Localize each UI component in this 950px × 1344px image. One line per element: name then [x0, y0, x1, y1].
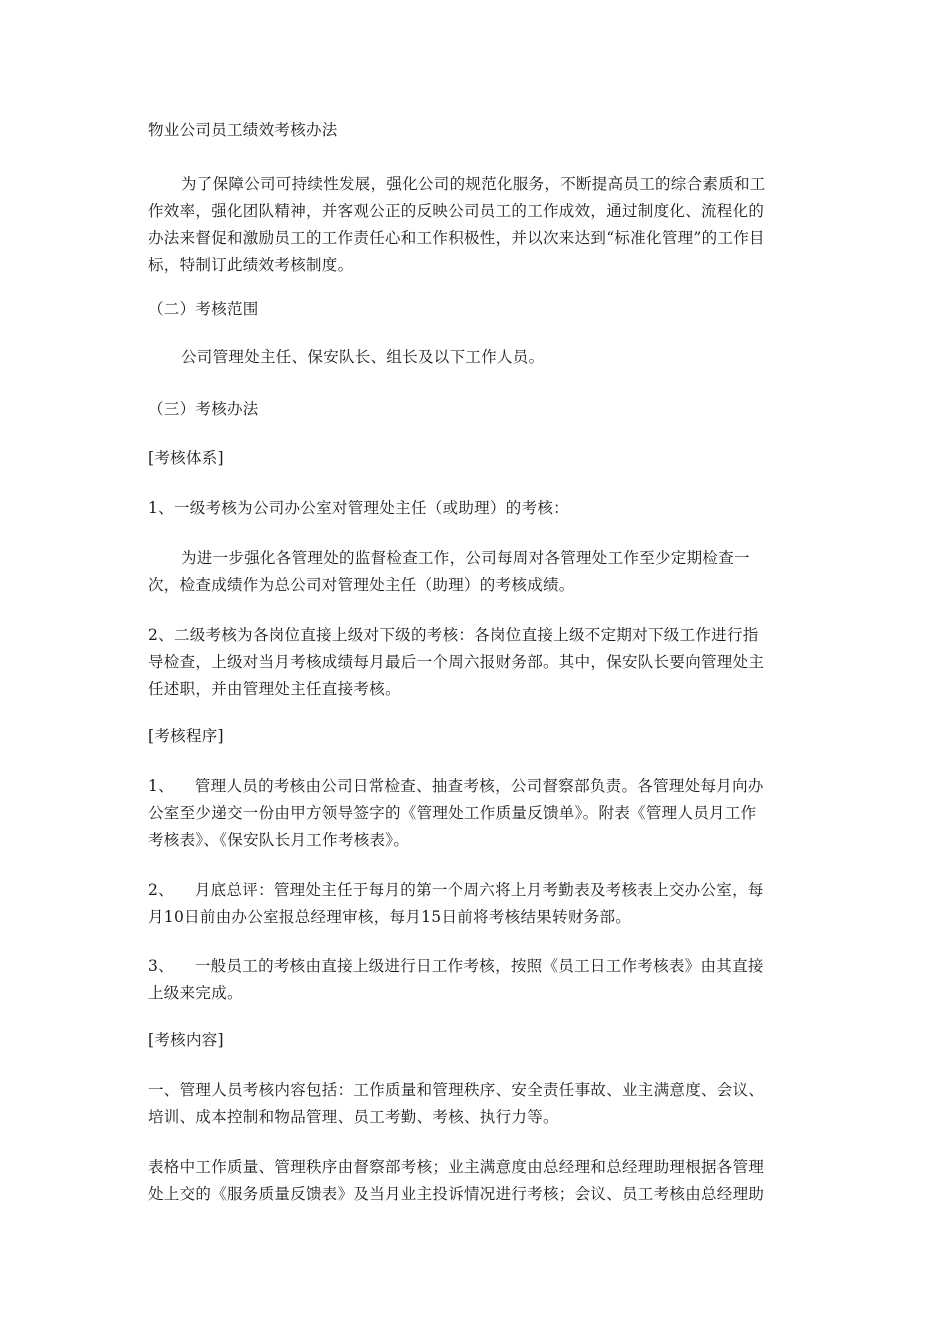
intro-line: 办法来督促和激励员工的工作责任心和工作积极性，并以次来达到“标准化管理”的工作目 [148, 229, 765, 247]
intro-line: 标，特制订此绩效考核制度。 [148, 256, 354, 274]
document-title: 物业公司员工绩效考核办法 [148, 121, 338, 139]
procedure-item-1: 1、 管理人员的考核由公司日常检查、抽查考核，公司督察部负责。各管理处每月向办 [148, 777, 764, 795]
intro-line: 为了保障公司可持续性发展，强化公司的规范化服务，不断提高员工的综合素质和工 [181, 175, 766, 193]
procedure-item-3: 上级来完成。 [148, 984, 243, 1002]
procedure-item-3: 3、 一般员工的考核由直接上级进行日工作考核，按照《员工日工作考核表》由其直接 [148, 957, 764, 975]
content-item-1: 培训、成本控制和物品管理、员工考勤、考核、执行力等。 [148, 1108, 559, 1126]
scope-text: 公司管理处主任、保安队长、组长及以下工作人员。 [181, 348, 545, 366]
system-item-1: 1、一级考核为公司办公室对管理处主任（或助理）的考核： [148, 499, 569, 517]
content-heading: [考核内容] [148, 1031, 224, 1049]
procedure-item-1: 公室至少递交一份由甲方领导签字的《管理处工作质量反馈单》。附表《管理人员月工作 [148, 804, 757, 822]
content-item-1: 一、管理人员考核内容包括：工作质量和管理秩序、安全责任事故、业主满意度、会议、 [148, 1081, 765, 1099]
procedure-item-2: 2、 月底总评：管理处主任于每月的第一个周六将上月考勤表及考核表上交办公室，每 [148, 881, 764, 899]
system-heading: [考核体系] [148, 449, 224, 467]
content-item-2: 表格中工作质量、管理秩序由督察部考核；业主满意度由总经理和总经理助理根据各管理 [148, 1158, 765, 1176]
system-item-1-detail: 为进一步强化各管理处的监督检查工作，公司每周对各管理处工作至少定期检查一 [181, 549, 750, 567]
content-item-2: 处上交的《服务质量反馈表》及当月业主投诉情况进行考核；会议、员工考核由总经理助 [148, 1185, 765, 1203]
scope-heading: （二）考核范围 [148, 300, 259, 318]
system-item-2: 任述职，并由管理处主任直接考核。 [148, 680, 401, 698]
method-heading: （三）考核办法 [148, 400, 259, 418]
procedure-item-1: 考核表》、《保安队长月工作考核表》。 [148, 831, 410, 849]
system-item-2: 2、二级考核为各岗位直接上级对下级的考核：各岗位直接上级不定期对下级工作进行指 [148, 626, 759, 644]
system-item-2: 导检查，上级对当月考核成绩每月最后一个周六报财务部。其中，保安队长要向管理处主 [148, 653, 765, 671]
procedure-heading: [考核程序] [148, 727, 224, 745]
procedure-item-2: 月10日前由办公室报总经理审核，每月15日前将考核结果转财务部。 [148, 908, 632, 926]
system-item-1-detail: 次，检查成绩作为总公司对管理处主任（助理）的考核成绩。 [148, 576, 575, 594]
intro-line: 作效率，强化团队精神，并客观公正的反映公司员工的工作成效，通过制度化、流程化的 [148, 202, 765, 220]
